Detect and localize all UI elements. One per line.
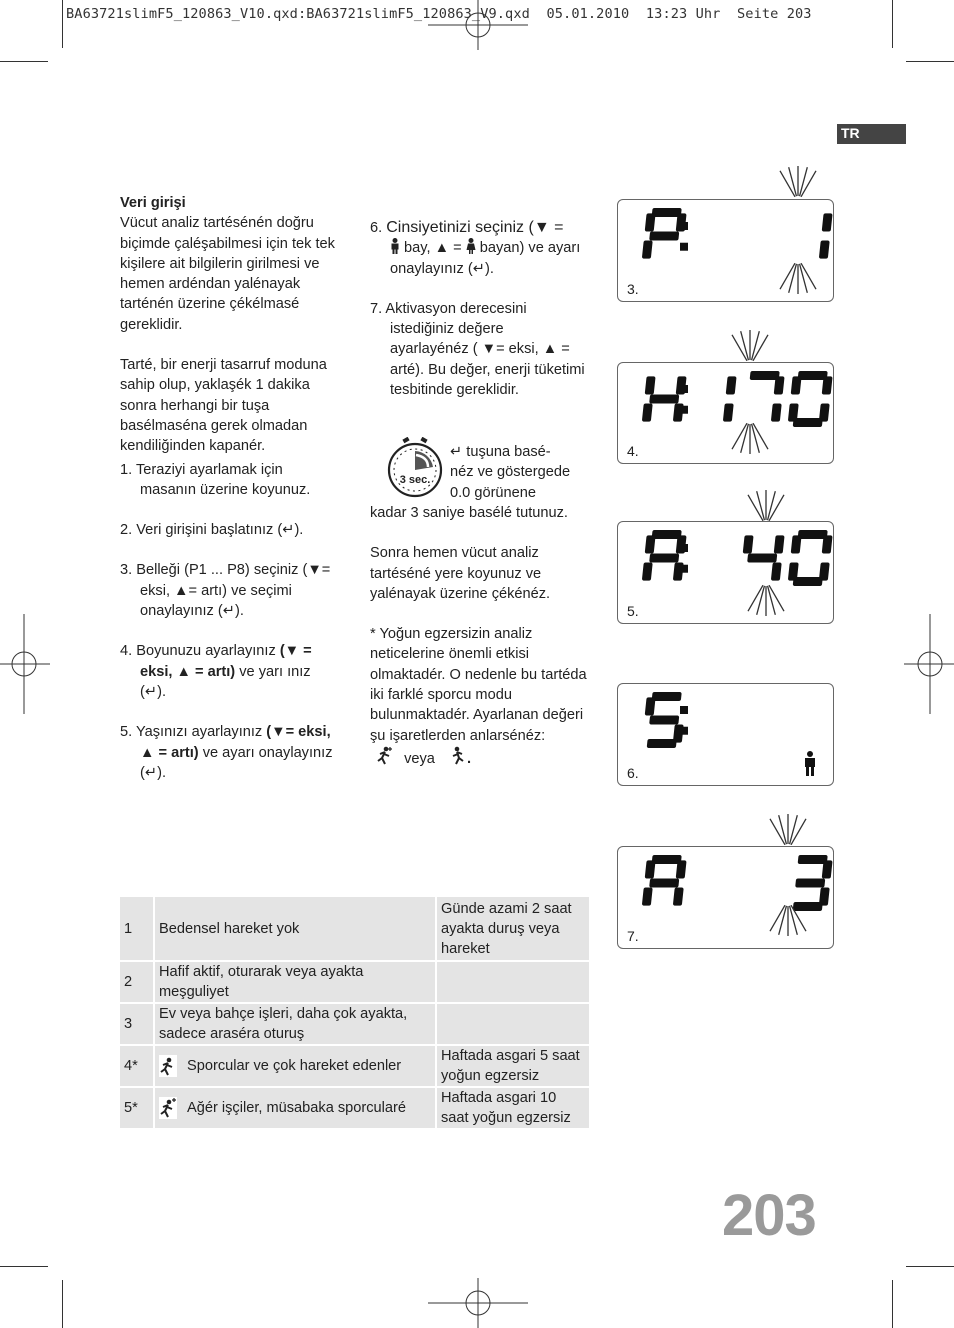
step-5-keys: (▼= eksi, ▲ = artı) [140,724,331,761]
lcd5-segment [645,535,656,553]
press-hold-tail: kadar 3 saniye basélé tutunuz. [370,505,568,521]
lcd3-segment [652,208,682,217]
step-5-tail: ve ayarı onaylayınız (↵). [140,744,333,781]
activity-level-table [120,897,591,1130]
table-cell-description: Bedensel hareket yok [154,897,436,961]
step-7: 7. Aktivasyon derecesini istediğiniz değere ayarlayénéz ( ▼= eksi, ▲ = arté). Bu değer, enerji tüketimi tesbitinde gereklidir. [370,300,585,399]
step-5 [120,722,336,783]
step-4-lead: 4. Boyunuzu ayarlayınız [120,643,280,660]
lcd-4-label: 4. [627,443,639,459]
section-title: Veri girişi [120,195,186,211]
table-cell-level: 2 [120,961,154,1003]
lcd5-colon [680,544,688,552]
registration-mark-right [904,614,954,714]
athlete-plus-icon [159,1097,177,1119]
step-6: 6. Cinsiyetinizi seçiniz (▼ = bay, ▲ = bayan) ve ayarı onaylayınız (↵). [370,219,581,277]
lcd6-segment [649,716,679,725]
svg-text:3 sec.: 3 sec. [399,474,431,486]
lcd3-segment [649,232,679,241]
lcd-5-label: 5. [627,603,639,619]
page-number: 203 [722,1183,816,1248]
step-3: 3. Belleği (P1 ... P8) seçiniz (▼= eksi, ▲= artı) ve seçimi onaylayınız (↵). [120,562,331,620]
lcd4-segment [649,395,679,404]
athlete-symbols: veya . [370,746,590,769]
lcd7-segment [642,888,653,906]
athlete-plus-icon [449,746,467,766]
lcd6-segment [647,739,677,748]
lcd6-colon [680,706,688,714]
female-icon [466,238,476,254]
lcd7-segment [673,888,684,906]
table-cell-description: Ağér işçiler, müsabaka sporcularé [154,1087,436,1129]
table-cell-detail: Günde azami 2 saat ayakta duruş veya hareket [436,897,590,961]
table-cell-level: 4* [120,1045,154,1087]
lcd6-segment [652,692,682,701]
lcd5-segment [642,563,653,581]
lcd5-colon [680,565,688,573]
middle-column [370,218,586,400]
step-4-tail: ve yarı ınız (↵). [140,663,311,700]
table-cell-detail [436,961,590,1003]
step-1: 1. Teraziyi ayarlamak için masanın üzerine koyunuz. [120,461,311,498]
step-4 [120,641,336,702]
table-row [120,897,590,961]
timer-icon [386,437,444,499]
lcd4-colon [680,406,688,414]
table-row [120,1045,590,1087]
table-cell-description: Sporcular ve çok hareket edenler [154,1045,436,1087]
press-hold-text: ↵ tuşuna basé- néz ve göstergede 0.0 görünene [450,444,571,501]
table-cell-description: Hafif aktif, oturarak veya ayakta meşguliyet [154,961,436,1003]
table-cell-level: 3 [120,1003,154,1045]
step-2: 2. Veri girişini başlatınız (↵). [120,522,304,539]
lcd7-segment [652,855,682,864]
table-cell-detail: Haftada asgari 5 saat yoğun egzersiz [436,1045,590,1087]
middle-column-lower [370,503,590,769]
language-tab: TR [837,124,906,144]
blink-rays [700,160,850,960]
registration-mark-top [428,0,528,50]
lcd3-segment [645,213,656,231]
left-column [120,193,336,783]
table-cell-detail: Haftada asgari 10 saat yoğun egzersiz [436,1087,590,1129]
lcd-3-label: 3. [627,281,639,297]
step-6-title: Cinsiyetinizi seçiniz (▼ = [386,219,564,236]
lcd7-segment [676,860,687,878]
registration-mark-left [0,614,50,714]
table-row [120,1087,590,1129]
step-5-lead: 5. Yaşınızı ayarlayınız [120,724,267,741]
table-row [120,1003,590,1045]
intro-text: Vücut analiz tartésénén doğru biçimde çaléşabilmesi için tek tek kişilere ait bilgilerin girilmesi ve hemen ardéndan yalénayak tarténén üzerine çékélmasé gereklidir. [120,215,335,333]
table-cell-level: 1 [120,897,154,961]
lcd6-colon [680,727,688,735]
male-icon [390,238,400,254]
lcd-7-label: 7. [627,928,639,944]
step-4-keys: (▼ = eksi, ▲ = artı) [140,643,312,680]
lcd3-segment [642,241,653,259]
table-cell-level: 5* [120,1087,154,1129]
lcd7-segment [645,860,656,878]
lcd-6-label: 6. [627,765,639,781]
lcd5-segment [649,554,679,563]
registration-mark-bottom [428,1278,528,1328]
athlete-note: * Yoğun egzersizin analiz neticelerine önemli etkisi olmaktadér. O nedenle bu tartéda iki farklé sporcu modu bulunmaktadér. Ayarlanan değeri şu işaretlerden anlarsénéz: [370,626,587,744]
lcd5-segment [652,530,682,539]
energy-save-text: Tarté, bir enerji tasarruf moduna sahip olup, yaklaşék 1 dakika sonra herhangi bir tuşa basélmaséna gerek olmadan kendiliğinden kapanér. [120,357,327,455]
lcd3-colon [680,222,688,230]
table-row [120,961,590,1003]
lcd6-segment [645,697,656,715]
table-cell-description: Ev veya bahçe işleri, daha çok ayakta, sadece araséra oturuş [154,1003,436,1045]
lcd4-segment [645,376,656,394]
then-text: Sonra hemen vücut analiz tartéséné yere koyunuz ve yalénayak üzerine çékénéz. [370,545,551,602]
lcd7-segment [649,879,679,888]
athlete-icon [159,1055,177,1077]
lcd4-segment [642,404,653,422]
lcd4-colon [680,385,688,393]
lcd3-colon [680,243,688,251]
table-cell-detail [436,1003,590,1045]
print-header: BA63721slimF5_120863_V10.qxd:BA63721slimF5_120863_V9.qxd 05.01.2010 13:23 Uhr Seite 203 [66,6,812,22]
athlete-icon [376,746,394,766]
